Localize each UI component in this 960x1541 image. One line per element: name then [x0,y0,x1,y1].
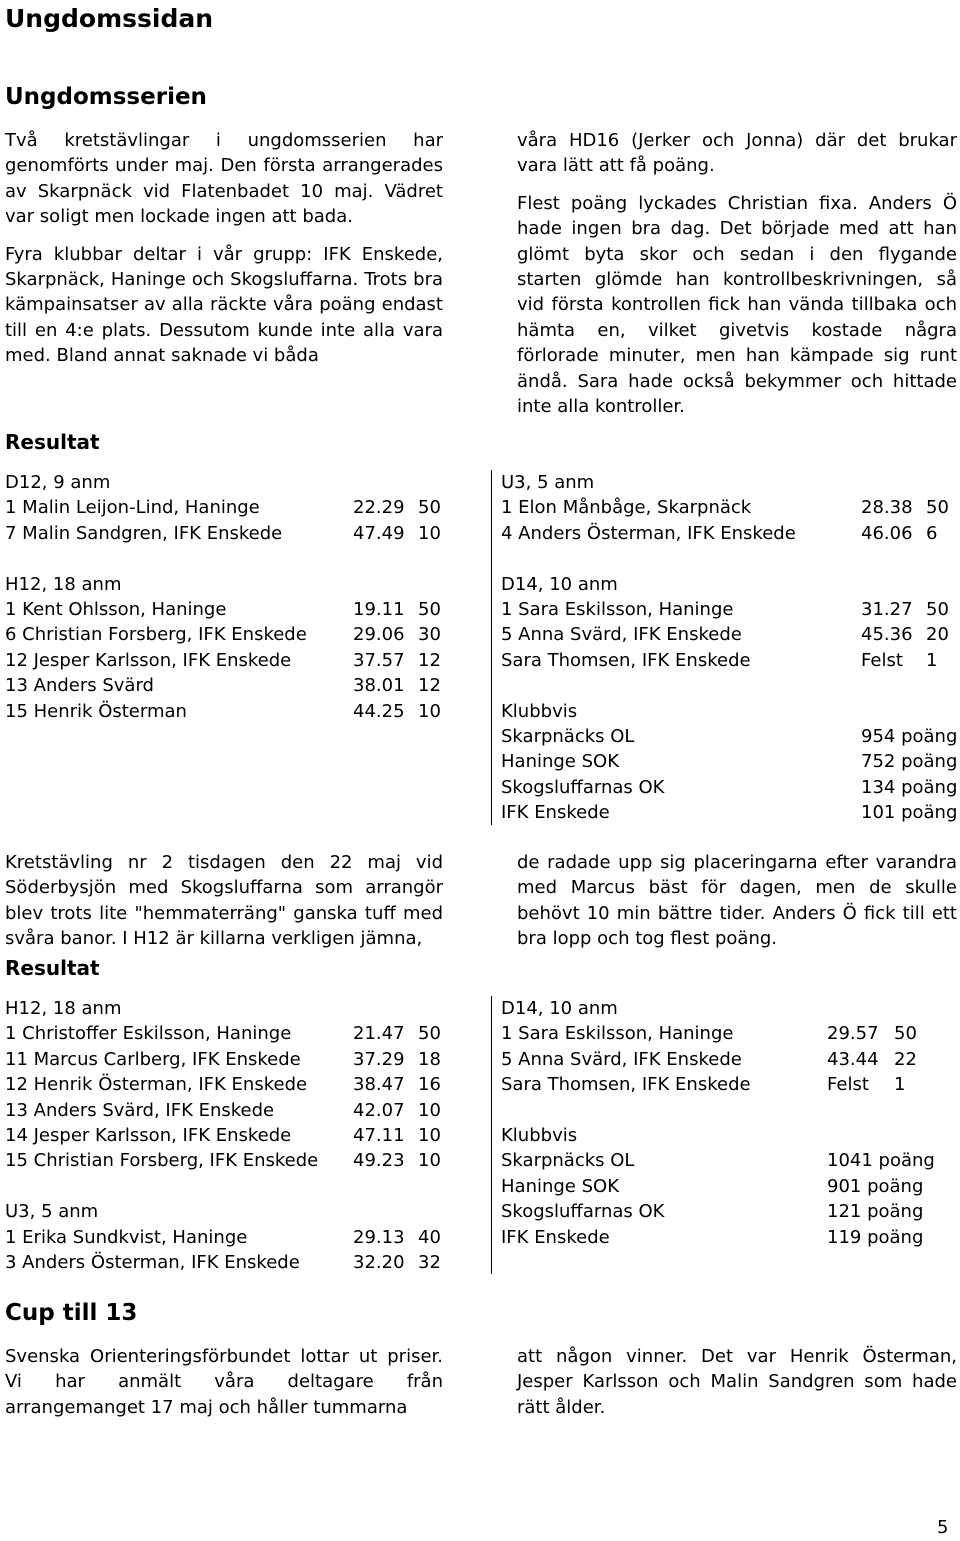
result-name: Sara Thomsen, IFK Enskede [501,649,751,671]
result-name: Sara Thomsen, IFK Enskede [501,1074,751,1096]
result-row [5,1250,445,1275]
result-class-heading [501,996,960,1021]
result-points: 50 [926,497,949,519]
result-points: 16 [418,1074,441,1096]
results-table-section2-right [501,996,960,1250]
result-name: 15 Christian Forsberg, IFK Enskede [5,1150,319,1172]
result-name: Skogsluffarnas OK [501,1201,665,1223]
section-title-cup-till-13: Cup till 13 [5,1300,138,1326]
section3-left-text: Svenska Orienteringsförbundet lottar ut priser. Vi har anmält våra deltagare från arrangemanget 17 maj och håller tummarna [5,1346,443,1418]
result-points: 1 [894,1074,906,1096]
result-name: Haninge SOK [501,1175,620,1197]
results-heading: Resultat [5,956,100,980]
result-class-heading [501,699,960,724]
paragraph: Två kretstävlingar i ungdomsserien har genomförts under maj. Den första arrangerades av Skarpnäck vid Flatenbadet 10 maj. Vädret var soligt men lockade ingen att bada. [5,130,443,228]
result-row [5,1148,445,1173]
section-title-ungdomsserien: Ungdomsserien [5,84,207,110]
result-time: 29.13 [353,1226,405,1248]
result-group-label: U3, 5 anm [5,1201,99,1223]
result-row [501,749,960,774]
result-group-label: Klubbvis [501,700,578,722]
paragraph: Fyra klubbar deltar i vår grupp: IFK Enskede, Skarpnäck, Haninge och Skogsluffarna. Trots bra kämpainsatser av alla räckte våra poäng endast till en 4:e plats. Dessutom kunde inte alla vara med. Bland annat saknade vi båda [5,243,443,367]
result-name: IFK Enskede [501,802,610,824]
result-name: 15 Henrik Österman [5,700,187,722]
result-points: 18 [418,1048,441,1070]
result-group-label: U3, 5 anm [501,472,595,493]
result-points: 22 [894,1048,917,1070]
result-points: 50 [418,598,441,620]
result-time: 45.36 [861,624,913,646]
result-name: 1 Christoffer Eskilsson, Haninge [5,1023,292,1045]
result-points: 10 [418,700,441,722]
result-time: 29.06 [353,624,405,646]
result-row [5,699,445,724]
result-name: 1 Sara Eskilsson, Haninge [501,598,734,620]
column-divider [491,470,492,825]
result-row [501,1148,960,1173]
result-row [501,622,960,647]
result-name: 12 Jesper Karlsson, IFK Enskede [5,649,292,671]
result-points: 6 [926,522,938,544]
result-row [5,622,445,647]
result-group-label: Klubbvis [501,1124,578,1146]
result-name: 1 Kent Ohlsson, Haninge [5,598,227,620]
paragraph: Flest poäng lyckades Christian fixa. Anders Ö hade ingen bra dag. Det började med att han glömt byta skor och sedan i den flygande starten glömde han kontrollbeskrivningen, så vid första kontrollen fick han vända tillbaka och hämta en, vilket givetvis kostade några förlorade minuter, men han kämpade sig runt ändå. Sara hade också bekymmer och hittade inte alla kontroller. [517,192,957,418]
result-time: 121 poäng [827,1201,924,1223]
result-points: 12 [418,675,441,697]
result-time: 43.44 [827,1048,879,1070]
result-time: 46.06 [861,522,913,544]
result-row [5,521,445,546]
result-time: 19.11 [353,598,405,620]
result-row [501,1047,960,1072]
results-heading: Resultat [5,430,100,454]
spacer-row [5,1174,445,1199]
result-points: 20 [926,624,949,646]
result-name: 4 Anders Österman, IFK Enskede [501,522,796,544]
result-row [5,495,445,520]
result-row [501,521,960,546]
section2-left-text: Kretstävling nr 2 tisdagen den 22 maj vid Söderbysjön med Skogsluffarna som arrangör blev trots lite "hemmaterräng" ganska tuff med svåra banor. I H12 är killarna verkligen jämna, [5,852,443,950]
result-time: 29.57 [827,1023,879,1045]
result-points: 32 [418,1251,441,1273]
spacer-row [501,673,960,698]
result-time: 37.29 [353,1048,405,1070]
section1-left-text [5,128,443,369]
result-row [501,1225,960,1250]
result-row [5,673,445,698]
result-row [501,724,960,749]
result-points: 12 [418,649,441,671]
result-name: 1 Sara Eskilsson, Haninge [501,1023,734,1045]
spacer-row [501,546,960,571]
paragraph: våra HD16 (Jerker och Jonna) där det brukar vara lätt att få poäng. [517,130,957,177]
result-group-label: H12, 18 anm [5,998,122,1019]
result-points: 50 [418,497,441,519]
result-time: 49.23 [353,1150,405,1172]
result-name: 1 Erika Sundkvist, Haninge [5,1226,248,1248]
result-points: 40 [418,1226,441,1248]
result-row [5,1123,445,1148]
result-row [501,1021,960,1046]
result-row [501,775,960,800]
result-time: 1041 poäng [827,1150,935,1172]
result-row [501,1072,960,1097]
result-time: 28.38 [861,497,913,519]
result-row [501,495,960,520]
result-row [5,1047,445,1072]
result-row [501,648,960,673]
result-time: 32.20 [353,1251,405,1273]
result-time: 31.27 [861,598,913,620]
result-time: 42.07 [353,1099,405,1121]
result-points: 10 [418,1124,441,1146]
result-class-heading [501,470,960,495]
result-name: 12 Henrik Österman, IFK Enskede [5,1074,308,1096]
result-points: 50 [418,1023,441,1045]
result-name: 6 Christian Forsberg, IFK Enskede [5,624,307,646]
result-points: 10 [418,1099,441,1121]
result-row [5,1225,445,1250]
results-table-section1-left [5,470,445,724]
result-time: 752 poäng [861,751,958,773]
section3-right-text: att någon vinner. Det var Henrik Österman, Jesper Karlsson och Malin Sandgren som hade rätt ålder. [517,1346,957,1418]
result-name: Skarpnäcks OL [501,1150,635,1172]
result-points: 50 [926,598,949,620]
result-class-heading [501,1123,960,1148]
page-header: Ungdomssidan [5,4,214,33]
result-name: Skogsluffarnas OK [501,776,665,798]
spacer-row [501,1098,960,1123]
section1-right-text [517,128,957,419]
result-name: 13 Anders Svärd, IFK Enskede [5,1099,275,1121]
spacer-row [5,546,445,571]
page-number: 5 [937,1517,949,1538]
result-time: 37.57 [353,649,405,671]
result-row [501,1174,960,1199]
result-group-label: H12, 18 anm [5,573,122,595]
result-name: Skarpnäcks OL [501,725,635,747]
result-time: 44.25 [353,700,405,722]
result-time: 47.11 [353,1124,405,1146]
result-points: 1 [926,649,938,671]
result-name: Haninge SOK [501,751,620,773]
result-name: 13 Anders Svärd [5,675,154,697]
result-row [501,597,960,622]
result-name: 14 Jesper Karlsson, IFK Enskede [5,1124,292,1146]
results-table-section2-left [5,996,445,1275]
result-name: 3 Anders Österman, IFK Enskede [5,1251,300,1273]
column-divider [491,996,492,1274]
result-group-label: D12, 9 anm [5,472,111,493]
result-time: 954 poäng [861,725,958,747]
result-points: 10 [418,522,441,544]
result-time: 134 poäng [861,776,958,798]
result-name: 7 Malin Sandgren, IFK Enskede [5,522,283,544]
result-row [5,1072,445,1097]
result-points: 30 [418,624,441,646]
result-points: 10 [418,1150,441,1172]
result-row [501,800,960,825]
result-group-label: D14, 10 anm [501,573,618,595]
result-name: 1 Elon Månbåge, Skarpnäck [501,497,752,519]
result-row [501,1199,960,1224]
result-time: 38.01 [353,675,405,697]
result-class-heading [5,1199,445,1224]
result-time: 119 poäng [827,1226,924,1248]
result-time: Felst [861,649,903,671]
result-points: 50 [894,1023,917,1045]
result-class-heading [501,572,960,597]
result-class-heading [5,572,445,597]
result-time: 38.47 [353,1074,405,1096]
result-group-label: D14, 10 anm [501,998,618,1019]
result-class-heading [5,470,445,495]
result-name: 5 Anna Svärd, IFK Enskede [501,1048,742,1070]
result-time: Felst [827,1074,869,1096]
result-row [5,1021,445,1046]
result-time: 21.47 [353,1023,405,1045]
result-class-heading [5,996,445,1021]
result-time: 22.29 [353,497,405,519]
result-time: 47.49 [353,522,405,544]
result-time: 901 poäng [827,1175,924,1197]
result-name: 11 Marcus Carlberg, IFK Enskede [5,1048,301,1070]
result-row [5,648,445,673]
result-name: 1 Malin Leijon-Lind, Haninge [5,497,260,519]
result-row [5,1098,445,1123]
results-table-section1-right [501,470,960,825]
result-name: IFK Enskede [501,1226,610,1248]
result-name: 5 Anna Svärd, IFK Enskede [501,624,742,646]
result-time: 101 poäng [861,802,958,824]
section2-right-text: de radade upp sig placeringarna efter varandra med Marcus bäst för dagen, men de skulle behövt 10 min bättre tider. Anders Ö fick till ett bra lopp och tog flest poäng. [517,852,957,950]
result-row [5,597,445,622]
